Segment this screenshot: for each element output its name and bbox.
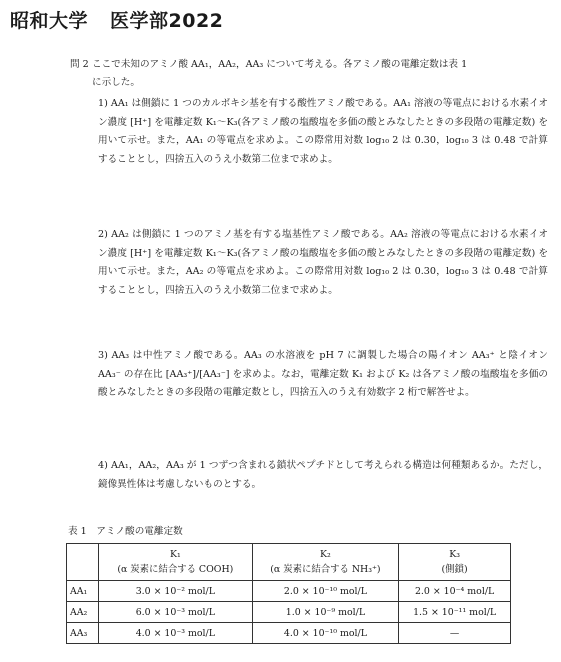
subquestion-4 [98,457,548,494]
row-label: AA₂ [67,602,99,623]
dissociation-constant-table [66,543,511,644]
table-row [67,623,511,644]
header-k3-main: K₃ [449,549,460,560]
subquestion-2 [98,226,548,300]
intro-line-2: に示した。 [92,77,140,88]
school-name: 昭和大学 [10,10,89,32]
cell-k1: 4.0 × 10⁻³ mol/L [99,623,253,644]
table-row [67,581,511,602]
question-intro [70,56,548,92]
cell-k1: 3.0 × 10⁻² mol/L [99,581,253,602]
cell-k2: 2.0 × 10⁻¹⁰ mol/L [252,581,399,602]
subquestion-label: 3) [98,350,108,361]
subquestion-text: AA₁，AA₂，AA₃ が 1 つずつ含まれる鎖状ペプチドとして考えられる構造は何種類あるか。ただし，鏡像異性体は考慮しないものとする。 [98,460,548,490]
cell-k2: 4.0 × 10⁻¹⁰ mol/L [252,623,399,644]
header-k1-main: K₁ [169,549,181,560]
row-label: AA₃ [67,623,99,644]
subquestion-3 [98,347,548,403]
table-row [67,602,511,623]
subquestion-label: 2) [98,229,108,240]
question-number: 問 2 [70,59,89,70]
header-k2-sub: (α 炭素に結合する NH₃⁺) [270,564,381,575]
header-k1-sub: (α 炭素に結合する COOH) [117,564,234,575]
cell-k3: 1.5 × 10⁻¹¹ mol/L [399,602,511,623]
cell-k3: — [399,623,511,644]
header-k3 [399,544,511,581]
cell-k3: 2.0 × 10⁻⁴ mol/L [399,581,511,602]
header-k2 [252,544,399,581]
subquestion-1 [98,95,548,169]
header-k1 [99,544,253,581]
header-k3-sub: (側鎖) [441,564,468,575]
cell-k1: 6.0 × 10⁻³ mol/L [99,602,253,623]
row-label: AA₁ [67,581,99,602]
header-k2-main: K₂ [320,549,331,560]
subquestion-text: AA₂ は側鎖に 1 つのアミノ基を有する塩基性アミノ酸である。AA₂ 溶液の等電点における水素イオン濃度 [H⁺] を電離定数 K₁～K₃(各アミノ酸の塩酸塩を多価の酸とみなしたときの多段階の電離定数) を用いて示せ。また，AA₂ の等電点を求めよ。この際常用対数 log₁₀ 2 は 0.30，log₁₀ 3 は 0.48 で計算することとし，四捨五入のうえ小数第二位まで求めよ。 [98,229,548,296]
page-title [10,6,223,33]
subquestion-text: AA₃ は中性アミノ酸である。AA₃ の水溶液を pH 7 に調製した場合の陽イオン AA₃⁺ と陰イオン AA₃⁻ の存在比 [AA₃⁺]/[AA₃⁻] を求めよ。なお，電離定数 K₁ および K₂ は各アミノ酸の塩酸塩を多価の酸とみなしたときの多段階の電離定数とし，四捨五入のうえ有効数字 2 桁で解答せよ。 [98,350,548,398]
cell-k2: 1.0 × 10⁻⁹ mol/L [252,602,399,623]
subquestion-text: AA₁ は側鎖に 1 つのカルボキシ基を有する酸性アミノ酸である。AA₁ 溶液の等電点における水素イオン濃度 [H⁺] を電離定数 K₁～K₃(各アミノ酸の塩酸塩を多価の酸とみなしたときの多段階の電離定数) を用いて示せ。また，AA₁ の等電点を求めよ。この際常用対数 log₁₀ 2 は 0.30，log₁₀ 3 は 0.48 で計算することとし，四捨五入のうえ小数第二位まで求めよ。 [98,98,548,165]
subquestion-label: 4) [98,460,108,471]
intro-line-1: ここで未知のアミノ酸 AA₁，AA₂，AA₃ について考える。各アミノ酸の電離定数は表 1 [92,59,468,70]
table-header-row [67,544,511,581]
header-corner [67,544,99,581]
table-caption: 表 1 アミノ酸の電離定数 [68,526,183,537]
faculty-year: 医学部2022 [110,10,224,32]
subquestion-label: 1) [98,98,108,109]
